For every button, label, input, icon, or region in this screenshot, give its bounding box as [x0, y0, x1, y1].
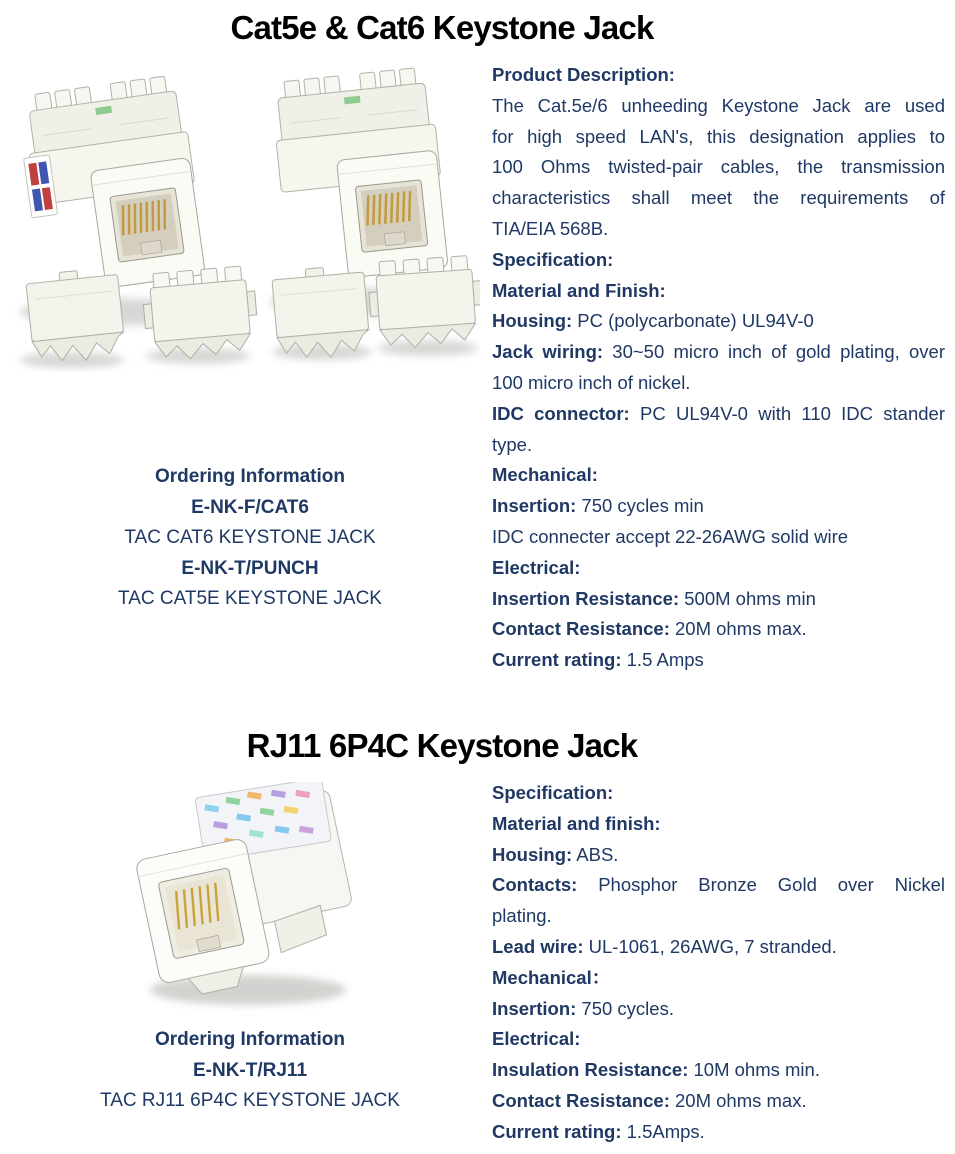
section2-title: RJ11 6P4C Keystone Jack: [246, 727, 638, 764]
ordering-line: E-NK-T/RJ11: [192, 1059, 308, 1081]
section2-spec-list: [492, 778, 945, 1148]
ordering-heading: Ordering Information: [155, 466, 345, 487]
cat5e-cat6-product-photo-illustration: [10, 62, 480, 372]
spec-line: Current rating: 1.5Amps.: [492, 1120, 705, 1142]
spec-line: Material and finish:: [492, 812, 661, 834]
spec-line: Insertion Resistance: 500M ohms min: [492, 587, 816, 609]
spec-line: Housing: PC (polycarbonate) UL94V-0: [492, 310, 814, 332]
section1-title: Cat5e & Cat6 Keystone Jack: [230, 9, 654, 46]
spec-line: Mechanical：: [492, 966, 611, 988]
spec-line: Lead wire: UL-1061, 26AWG, 7 stranded.: [492, 935, 837, 957]
spec-line: type.: [492, 433, 533, 455]
ordering-line: TAC CAT6 KEYSTONE JACK: [124, 527, 376, 549]
spec-line: Jack wiring: 30~50 micro inch of gold plating, over: [492, 341, 945, 363]
section1-spec-list: [492, 60, 945, 676]
spec-line: TIA/EIA 568B.: [492, 217, 609, 239]
spec-line: The Cat.5e/6 unheeding Keystone Jack are used: [492, 94, 945, 116]
spec-line: Insertion: 750 cycles min: [492, 495, 704, 517]
section2-ordering-lines: [20, 1056, 480, 1117]
ordering-line: TAC CAT5E KEYSTONE JACK: [118, 588, 382, 610]
rj11-jack: [125, 782, 365, 1002]
cat5e-cat6-product-photo: [10, 62, 480, 372]
spec-line: 100 micro inch of nickel.: [492, 371, 691, 393]
cat5e-jack: [21, 74, 208, 296]
spec-line: Specification:: [492, 782, 614, 803]
dust-cap-left: [25, 266, 126, 365]
ordering-heading: Ordering Information: [155, 1029, 345, 1050]
ordering-line: TAC RJ11 6P4C KEYSTONE JACK: [100, 1090, 400, 1112]
spec-line: Contacts: Phosphor Bronze Gold over Nickel: [492, 874, 945, 896]
spec-line: Product Description:: [492, 64, 675, 85]
section1-ordering-info: [20, 462, 480, 615]
spec-line: Electrical:: [492, 556, 581, 578]
spec-line: characteristics shall meet the requirements of: [492, 187, 945, 209]
spec-line: IDC connector: PC UL94V-0 with 110 IDC stander: [492, 402, 946, 424]
rj11-product-photo: [120, 782, 380, 1017]
ordering-line: E-NK-F/CAT6: [191, 496, 309, 518]
spec-line: Housing: ABS.: [492, 843, 619, 865]
spec-line: Contact Resistance: 20M ohms max.: [492, 1089, 807, 1111]
spec-line: Mechanical:: [492, 464, 598, 486]
spec-line: plating.: [492, 905, 552, 927]
spec-line: IDC connecter accept 22-26AWG solid wire: [492, 525, 849, 547]
ordering-line: E-NK-T/PUNCH: [181, 557, 319, 579]
section1-ordering-lines: [20, 493, 480, 615]
rj11-port: [158, 868, 245, 959]
spec-line: Insulation Resistance: 10M ohms min.: [492, 1059, 820, 1081]
cat6-jack: [270, 66, 450, 284]
spec-line: Electrical:: [492, 1028, 581, 1050]
spec-line: Contact Resistance: 20M ohms max.: [492, 618, 807, 640]
punch-cap-left: [141, 265, 260, 362]
spec-line: Material and Finish:: [492, 279, 666, 301]
spec-line: Current rating: 1.5 Amps: [492, 649, 704, 671]
section2-ordering-info: [20, 1025, 480, 1117]
rj11-product-photo-illustration: [120, 782, 380, 1017]
spec-line: 100 Ohms twisted-pair cables, the transmission: [492, 156, 945, 178]
spec-line: Insertion: 750 cycles.: [492, 997, 674, 1019]
spec-line: Specification:: [492, 248, 614, 270]
spec-line: for high speed LAN's, this designation applies to: [492, 125, 945, 147]
